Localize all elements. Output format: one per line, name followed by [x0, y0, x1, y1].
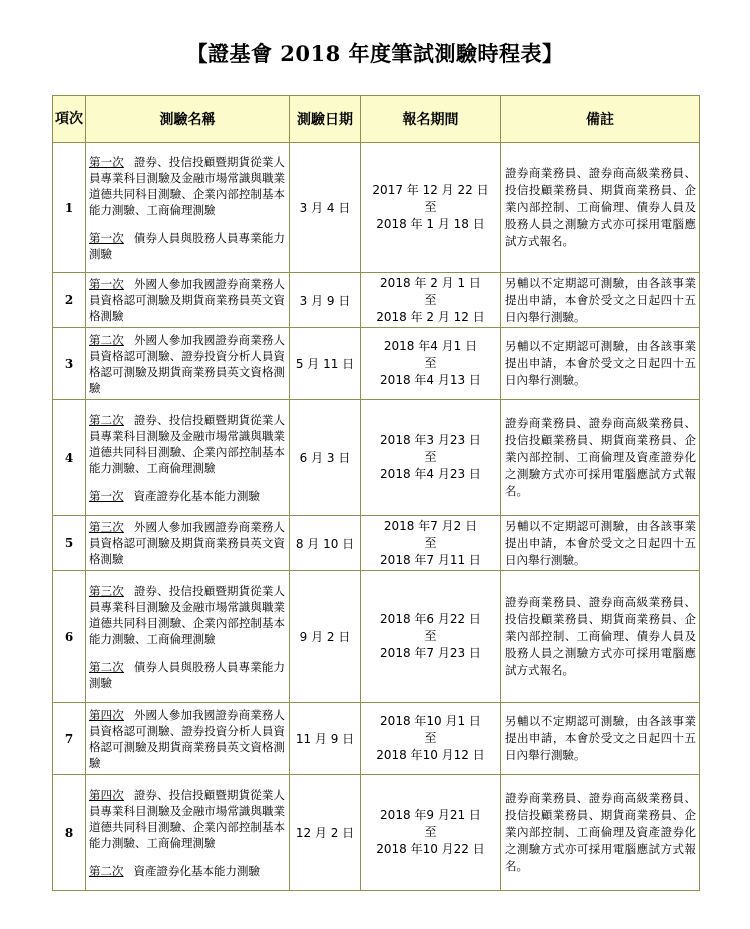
registration-period: [361, 328, 501, 400]
period-end: 2018 年 2 月 12 日: [376, 309, 485, 324]
note-cell: 證券商業務員、證券商高級業務員、投信投顧業務員、期貨商業務員、企業內部控制、工商倫理及資產證券化之測驗方式亦可採用電腦應試方式報名。: [501, 775, 700, 891]
period-to: 至: [424, 629, 437, 643]
exam-name: 證券、投信投顧暨期貨從業人員專業科目測驗及金融市場常識與職業道德共同科目測驗、企業內部控制基本能力測驗、工商倫理測驗: [89, 412, 286, 475]
table-row: [53, 328, 700, 400]
table-row: [53, 400, 700, 516]
period-end: 2018 年7 月23 日: [380, 646, 481, 660]
exam-round: 第四次: [89, 787, 124, 802]
row-number: 5: [53, 516, 86, 571]
exam-name-cell: [86, 516, 290, 571]
registration-period: [361, 273, 501, 328]
exam-round: 第三次: [89, 520, 124, 534]
period-start: 2018 年7 月2 日: [383, 518, 478, 533]
period-start: 2018 年10 月1 日: [380, 714, 481, 728]
registration-period: [361, 703, 501, 775]
exam-name: 證券、投信投顧暨期貨從業人員專業科目測驗及金融市場常識與職業道德共同科目測驗、企業內部控制基本能力測驗、工商倫理測驗: [89, 787, 286, 850]
exam-name: 外國人參加我國證券商業務人員資格認可測驗、證券投資分析人員資格認可測驗及期貨商業務員英文資格測驗: [89, 332, 286, 395]
exam-round: 第一次: [89, 154, 124, 169]
exam-date: 12 月 2 日: [290, 775, 361, 891]
table-row: [53, 143, 700, 273]
table-row: [53, 703, 700, 775]
exam-round: 第二次: [89, 332, 124, 347]
header-name: 測驗名稱: [86, 96, 290, 143]
exam-name: 外國人參加我國證券商業務人員資格認可測驗及期貨商業務員英文資格測驗: [89, 520, 286, 566]
exam-name: 債券人員與股務人員專業能力測驗: [89, 659, 286, 690]
exam-name-cell: [86, 273, 290, 328]
period-to: 至: [424, 825, 437, 839]
row-number: 7: [53, 703, 86, 775]
exam-name-cell: [86, 400, 290, 516]
exam-name-cell: [86, 571, 290, 703]
period-to: 至: [424, 731, 437, 745]
row-number: 6: [53, 571, 86, 703]
period-start: 2017 年 12 月 22 日: [372, 183, 489, 197]
exam-date: 11 月 9 日: [290, 703, 361, 775]
row-number: 1: [53, 143, 86, 273]
period-end: 2018 年4 月23 日: [380, 467, 481, 481]
header-period: 報名期間: [361, 96, 501, 143]
period-end: 2018 年10 月22 日: [376, 842, 485, 856]
exam-round: 第二次: [89, 412, 124, 427]
exam-name: 證券、投信投顧暨期貨從業人員專業科目測驗及金融市場常識與職業道德共同科目測驗、企業內部控制基本能力測驗、工商倫理測驗: [89, 154, 286, 217]
row-number: 8: [53, 775, 86, 891]
exam-round: 第四次: [89, 707, 124, 722]
exam-round: 第二次: [89, 659, 124, 674]
row-number: 2: [53, 273, 86, 328]
period-start: 2018 年 2 月 1 日: [380, 275, 481, 290]
registration-period: [361, 400, 501, 516]
period-end: 2018 年 1 月 18 日: [376, 217, 485, 231]
header-note: 備註: [501, 96, 700, 143]
exam-name-cell: [86, 775, 290, 891]
row-number: 4: [53, 400, 86, 516]
exam-date: 8 月 10 日: [290, 516, 361, 571]
exam-name: 外國人參加我國證券商業務人員資格認可測驗及期貨商業務員英文資格測驗: [89, 277, 286, 323]
table-row: [53, 516, 700, 571]
exam-date: 6 月 3 日: [290, 400, 361, 516]
note-cell: 證券商業務員、證券商高級業務員、投信投顧業務員、期貨商業務員、企業內部控制、工商倫理、債券人員及股務人員之測驗方式亦可採用電腦應試方式報名。: [501, 571, 700, 703]
exam-name-cell: [86, 703, 290, 775]
exam-name: 外國人參加我國證券商業務人員資格認可測驗、證券投資分析人員資格認可測驗及期貨商業務員英文資格測驗: [89, 707, 286, 770]
period-to: 至: [424, 535, 437, 550]
note-cell: 證券商業務員、證券商高級業務員、投信投顧業務員、期貨商業務員、企業內部控制、工商倫理、債券人員及股務人員之測驗方式亦可採用電腦應試方式報名。: [501, 143, 700, 273]
table-row: [53, 273, 700, 328]
period-to: 至: [424, 200, 437, 214]
exam-round: 第三次: [89, 583, 124, 598]
page-title: 【證基會 2018 年度筆試測驗時程表】: [186, 41, 564, 66]
exam-round: 第一次: [89, 230, 124, 245]
schedule-table: [52, 95, 700, 891]
row-number: 3: [53, 328, 86, 400]
exam-name-cell: [86, 328, 290, 400]
exam-round: 第一次: [89, 277, 124, 291]
exam-name: 資產證券化基本能力測驗: [133, 863, 260, 878]
exam-round: 第二次: [89, 863, 124, 878]
note-cell: 另輔以不定期認可測驗，由各該事業提出申請，本會於受文之日起四十五日內舉行測驗。: [501, 273, 700, 328]
exam-date: 5 月 11 日: [290, 328, 361, 400]
note-cell: 另輔以不定期認可測驗，由各該事業提出申請，本會於受文之日起四十五日內舉行測驗。: [501, 328, 700, 400]
exam-date: 3 月 4 日: [290, 143, 361, 273]
period-end: 2018 年4 月13 日: [380, 373, 481, 387]
period-start: 2018 年6 月22 日: [380, 612, 481, 626]
table-header-row: [53, 96, 700, 143]
note-cell: 另輔以不定期認可測驗，由各該事業提出申請，本會於受文之日起四十五日內舉行測驗。: [501, 703, 700, 775]
exam-name: 證券、投信投顧暨期貨從業人員專業科目測驗及金融市場常識與職業道德共同科目測驗、企業內部控制基本能力測驗、工商倫理測驗: [89, 583, 286, 646]
exam-name: 債券人員與股務人員專業能力測驗: [89, 230, 286, 261]
period-end: 2018 年10 月12 日: [376, 748, 485, 762]
registration-period: [361, 516, 501, 571]
period-start: 2018 年3 月23 日: [380, 433, 481, 447]
registration-period: [361, 571, 501, 703]
exam-round: 第一次: [89, 488, 124, 503]
registration-period: [361, 775, 501, 891]
period-to: 至: [424, 450, 437, 464]
period-to: 至: [424, 356, 437, 370]
note-cell: 證券商業務員、證券商高級業務員、投信投顧業務員、期貨商業務員、企業內部控制、工商倫理及資產證券化之測驗方式亦可採用電腦應試方式報名。: [501, 400, 700, 516]
exam-date: 3 月 9 日: [290, 273, 361, 328]
table-row: [53, 571, 700, 703]
header-date: 測驗日期: [290, 96, 361, 143]
period-start: 2018 年4 月1 日: [383, 339, 478, 353]
registration-period: [361, 143, 501, 273]
exam-name: 資產證券化基本能力測驗: [133, 488, 260, 503]
table-row: [53, 775, 700, 891]
period-to: 至: [424, 292, 437, 307]
exam-date: 9 月 2 日: [290, 571, 361, 703]
header-no: 項次: [53, 96, 86, 143]
exam-name-cell: [86, 143, 290, 273]
period-end: 2018 年7 月11 日: [380, 552, 481, 567]
note-cell: 另輔以不定期認可測驗，由各該事業提出申請，本會於受文之日起四十五日內舉行測驗。: [501, 516, 700, 571]
period-start: 2018 年9 月21 日: [380, 808, 481, 822]
